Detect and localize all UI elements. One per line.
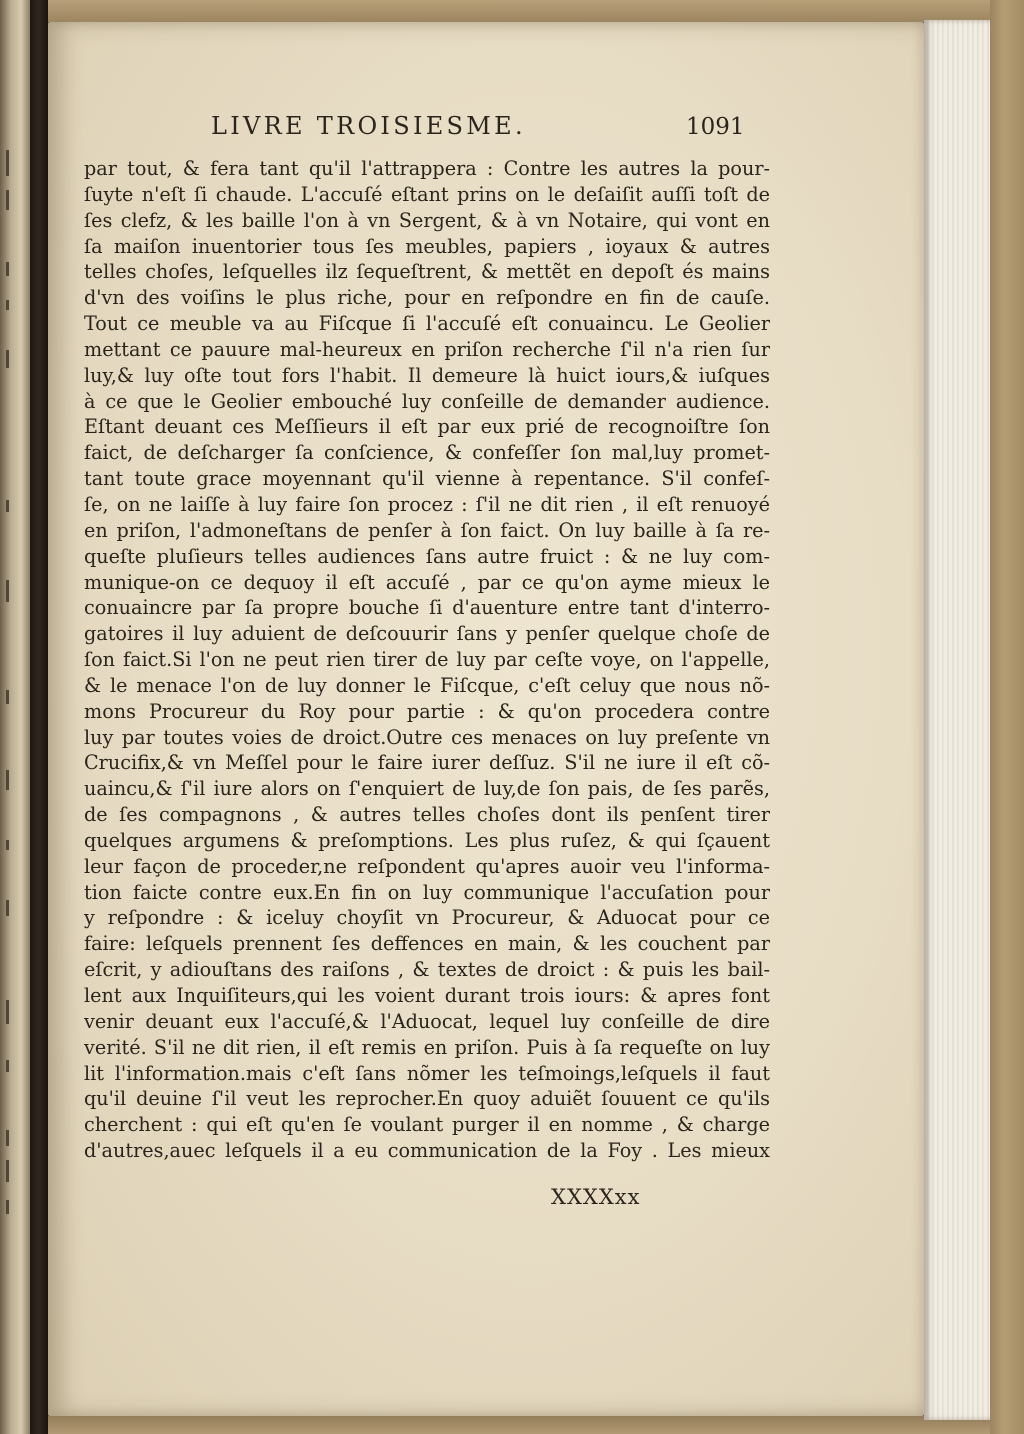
text-line: y reſpondre : & iceluy choyſit vn Procureur, & Aduocat pour ce (84, 906, 770, 930)
text-line: gatoires il luy aduient de deſcouurir ſans y penſer quelque choſe de (84, 622, 770, 646)
text-line: en priſon, l'admoneſtans de penſer à ſon faict. On luy baille à ſa re- (84, 518, 770, 542)
cover-board-bottom (48, 1416, 1024, 1434)
text-line: leur façon de proceder,ne reſpondent qu'apres auoir veu l'informa- (84, 854, 770, 878)
text-line: faict, de deſcharger ſa conſcience, & confeſſer ſon mal,luy promet- (84, 441, 770, 465)
text-line: d'vn des voiſins le plus riche, pour en reſpondre en fin de cauſe. (84, 286, 770, 310)
text-line: ſa maiſon inuentorier tous ſes meubles, papiers , ioyaux & autres (84, 234, 770, 258)
text-line: ſes clefz, & les baille l'on à vn Sergent, & à vn Notaire, qui vont en (84, 208, 770, 232)
text-line: à ce que le Geolier embouché luy conſeille de demander audience. (84, 389, 770, 413)
text-line: lit l'information.mais c'eſt ſans nõmer les teſmoings,leſquels il faut (84, 1061, 770, 1085)
text-line: mons Procureur du Roy pour partie : & qu'on procedera contre (84, 699, 770, 723)
text-line: & le menace l'on de luy donner le Fiſcque, c'eſt celuy que nous nõ- (84, 673, 770, 697)
binding-gutter (30, 0, 48, 1434)
text-line: mettant ce pauure mal-heureux en priſon recherche ſ'il n'a rien ſur (84, 337, 770, 361)
page-number: 1091 (686, 114, 745, 140)
body-text (84, 156, 770, 1164)
text-line: venir deuant eux l'accuſé,& l'Aduocat, lequel luy conſeille de dire (84, 1009, 770, 1033)
text-line: d'autres,auec leſquels il a eu communication de la Foy . Les mieux (84, 1139, 770, 1163)
text-line: tant toute grace moyennant qu'il vienne à repentance. S'il confeſ- (84, 467, 770, 491)
text-line: de ſes compagnons , & autres telles choſes dont ils penſent tirer (84, 803, 770, 827)
text-line: uaincu,& ſ'il iure alors on ſ'enquiert de luy,de ſon pais, de ſes parẽs, (84, 777, 770, 801)
text-line: qu'il deuine ſ'il veut les reprocher.En quoy aduiẽt ſouuent ce qu'ils (84, 1087, 770, 1111)
text-line: faire: leſquels prennent ſes deffences en main, & les couchent par (84, 932, 770, 956)
text-line: luy par toutes voies de droict.Outre ces menaces on luy preſente vn (84, 725, 770, 749)
text-line: ſuyte n'eſt ſi chaude. L'accuſé eſtant prins on le deſaiſit auſſi toſt de (84, 182, 770, 206)
text-line: Crucifix,& vn Meſſel pour le faire iurer deſſuz. S'il ne iure il eſt cõ- (84, 751, 770, 775)
running-head: LIVRE TROISIESME. (211, 112, 526, 140)
text-line: conuaincre par ſa propre bouche ſi d'auenture entre tant d'interro- (84, 596, 770, 620)
text-line: ſe, on ne laiſſe à luy faire ſon procez : ſ'il ne dit rien , il eſt renuoyé (84, 492, 770, 516)
fore-edge-pages (924, 20, 990, 1420)
previous-page-edge (0, 0, 30, 1434)
text-line: Eſtant deuant ces Meſſieurs il eſt par eux prié de recognoiſtre ſon (84, 415, 770, 439)
text-line: lent aux Inquiſiteurs,qui les voient durant trois iours: & apres font (84, 984, 770, 1007)
text-line: cherchent : qui eſt qu'en ſe voulant purger il en nomme , & charge (84, 1113, 770, 1137)
text-line: Tout ce meuble va au Fiſcque ſi l'accuſé eſt conuaincu. Le Geolier (84, 312, 770, 336)
text-line: eſcrit, y adiouſtans des raiſons , & textes de droict : & puis les bail- (84, 958, 770, 982)
text-line: ſon faict.Si l'on ne peut rien tirer de luy par ceſte voye, on l'appelle, (84, 648, 770, 672)
text-line: verité. S'il ne dit rien, il eſt remis en priſon. Puis à ſa requeſte on luy (84, 1035, 770, 1059)
catchword: XXXXxx (551, 1185, 641, 1209)
text-line: telles choſes, leſquelles ilz ſequeſtrent, & mettẽt en depoſt és mains (84, 260, 770, 284)
cover-board-right (990, 0, 1024, 1434)
text-line: queſte pluſieurs telles audiences ſans autre fruict : & ne luy com- (84, 544, 770, 568)
text-line: par tout, & fera tant qu'il l'attrappera : Contre les autres la pour- (84, 157, 770, 180)
text-line: munique-on ce dequoy il eſt accuſé , par ce qu'on ayme mieux le (84, 570, 770, 594)
text-line: tion faicte contre eux.En fin on luy communique l'accuſation pour (84, 880, 770, 904)
text-line: quelques argumens & preſomptions. Les plus ruſez, & qui ſçauent (84, 828, 770, 852)
cover-board-top (48, 0, 1024, 22)
text-line: luy,& luy oſte tout fors l'habit. Il demeure là huict iours,& iuſques (84, 363, 770, 387)
